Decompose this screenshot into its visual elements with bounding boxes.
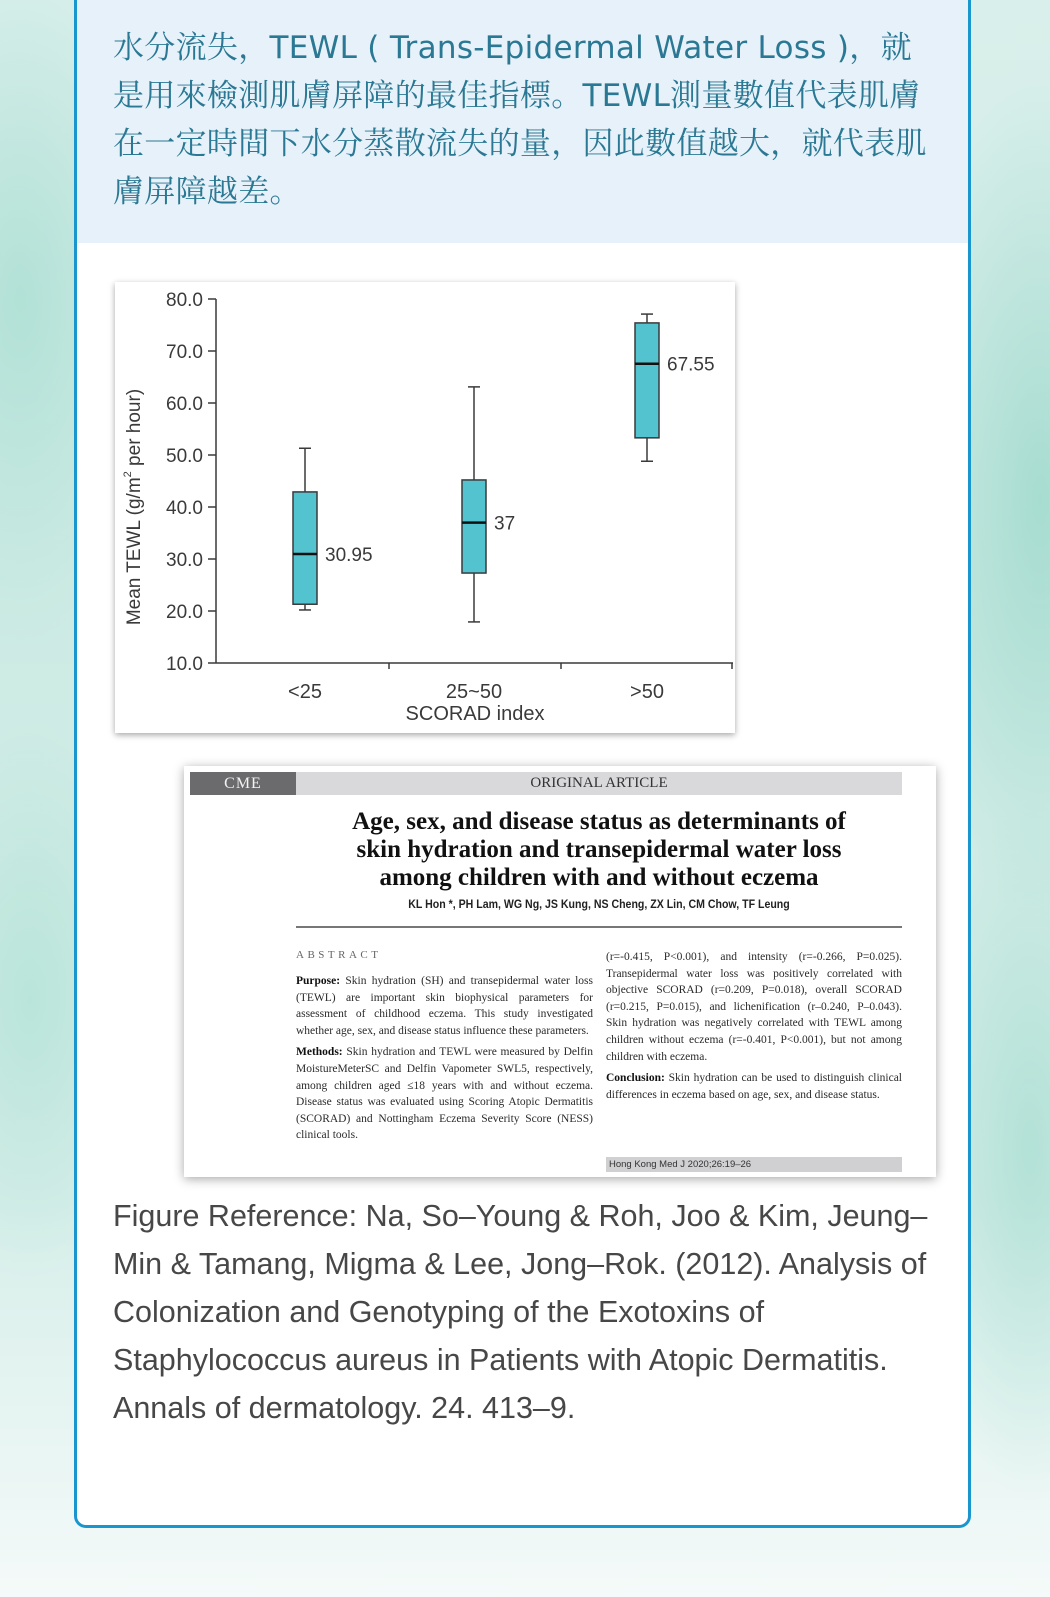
y-axis-label-superscript: 2 (122, 471, 134, 478)
content-card (74, 0, 971, 1528)
intro-text: 水分流失，TEWL ( Trans-Epidermal Water Loss )，就是用來檢測肌膚屏障的最佳指標。TEWL測量數值代表肌膚在一定時間下水分蒸散流失的量，因此數值越大，就代表肌膚屏障越差。 (113, 30, 927, 210)
box-2 (462, 387, 515, 622)
methods-text: Skin hydration and TEWL were measured by Delfin MoistureMeterSC and Delfin Vapometer SWL5, respectively, among children aged ≤18 years with and without eczema. Disease status was evaluated using Scoring Atopic Dermatitis (SCORAD) and Nottingham Eczema Severity Score (NESS) clinical tools. (296, 1046, 593, 1142)
box-iqr (293, 492, 317, 604)
article-title-line: skin hydration and transepidermal water loss (356, 836, 842, 863)
y-axis-label (122, 389, 145, 625)
median-label: 30.95 (325, 545, 373, 567)
box-iqr (462, 480, 486, 573)
x-tick-label: 25~50 (445, 681, 503, 703)
intro-panel (77, 0, 968, 243)
y-axis (166, 290, 216, 675)
tewl-boxplot (115, 282, 735, 733)
section-label: ORIGINAL ARTICLE (296, 772, 902, 795)
article-title (296, 808, 902, 892)
abstract-methods (296, 1044, 593, 1144)
cme-label: CME (190, 772, 296, 795)
article-title-line: Age, sex, and disease status as determinants of (352, 808, 846, 835)
y-tick-label: 10.0 (166, 654, 203, 675)
y-tick-label: 80.0 (166, 290, 203, 311)
abstract-purpose (296, 973, 593, 1039)
x-axis-label: SCORAD index (405, 703, 545, 725)
y-tick-label: 30.0 (166, 550, 203, 571)
abstract-left-column (296, 973, 593, 1149)
methods-label: Methods: (296, 1046, 343, 1059)
abstract-right-column (606, 949, 902, 1108)
journal-citation: Hong Kong Med J 2020;26:19–26 (606, 1157, 902, 1172)
article-title-line: among children with and without eczema (379, 864, 819, 891)
box-series (293, 314, 715, 622)
conclusion-label: Conclusion: (606, 1072, 665, 1085)
x-axis (216, 663, 733, 703)
conclusion-text: Skin hydration can be used to distinguish clinical differences in eczema based on age, sex, and disease status. (606, 1072, 902, 1101)
abstract-results: (r=-0.415, P<0.001), and intensity (r=-0.266, P=0.025). Transepidermal water loss was positively correlated with objective SCORAD (r=0.209, P=0.018), overall SCORAD (r=0.215, P=0.015), and lichenification (r–0.240, P–0.043). Skin hydration was negatively correlated with TEWL among children without eczema (r=-0.401, P<0.001), but not among children with eczema. (606, 951, 902, 1063)
abstract-heading: ABSTRACT (296, 949, 382, 961)
y-tick-label: 20.0 (166, 602, 203, 623)
y-tick-label: 60.0 (166, 394, 203, 415)
box-1 (293, 448, 373, 610)
y-tick-label: 50.0 (166, 446, 203, 467)
median-label: 67.55 (667, 354, 715, 376)
article-screenshot (184, 766, 936, 1177)
x-tick-label: >50 (630, 681, 664, 703)
title-divider (296, 926, 902, 928)
median-label: 37 (494, 513, 516, 535)
x-tick-label: <25 (288, 681, 322, 703)
box-3 (635, 314, 715, 461)
tewl-boxplot-figure (115, 282, 735, 733)
y-axis-label-tail: per hour) (124, 388, 145, 472)
box-iqr (635, 323, 659, 438)
purpose-text: Skin hydration (SH) and transepidermal water loss (TEWL) are important skin biophysical parameters for assessment of childhood eczema. This study investigated whether age, sex, and disease status influence these parameters. (296, 975, 593, 1037)
purpose-label: Purpose: (296, 975, 341, 987)
article-authors: KL Hon *, PH Lam, WG Ng, JS Kung, NS Cheng, ZX Lin, CM Chow, TF Leung (408, 899, 790, 911)
y-tick-label: 40.0 (166, 498, 203, 519)
abstract-conclusion (606, 1070, 902, 1103)
y-tick-label: 70.0 (166, 342, 203, 363)
y-axis-label-main: Mean TEWL (g/m (124, 477, 145, 626)
figure-reference: Figure Reference: Na, So–Young & Roh, Joo & Kim, Jeung–Min & Tamang, Migma & Lee, Jong–Rok. (2012). Analysis of Colonization and Genotyping of the Exotoxins of Staphylococcus aureus in Patients with Atopic Dermatitis. Annals of dermatology. 24. 413–9. (113, 1199, 928, 1425)
